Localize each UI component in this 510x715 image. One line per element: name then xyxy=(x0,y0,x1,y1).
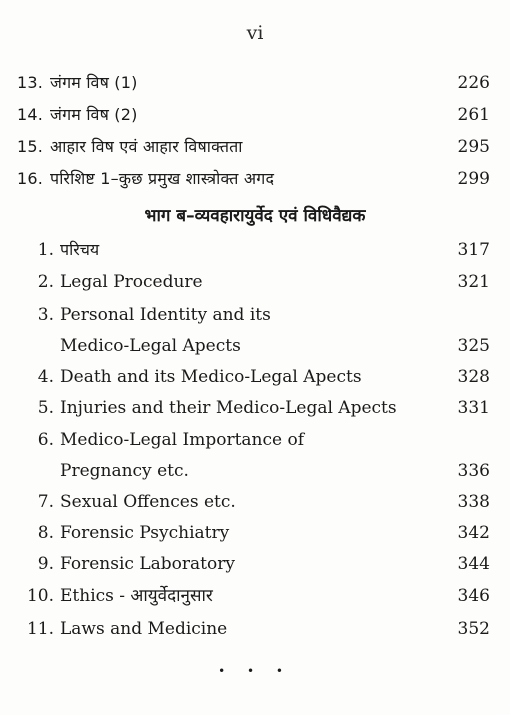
entry-page: 299 xyxy=(457,169,490,189)
toc-entry xyxy=(0,300,510,330)
toc-entry-continued xyxy=(0,331,510,361)
entry-title: Injuries and their Medico-Legal Apects xyxy=(60,398,397,418)
toc-entry xyxy=(0,100,510,130)
entry-page: 325 xyxy=(457,336,490,356)
entry-number: 16. xyxy=(16,169,43,188)
entry-title: Pregnancy etc. xyxy=(60,461,189,481)
toc-entry xyxy=(0,68,510,98)
entry-number: 15. xyxy=(16,137,43,156)
entry-number: 7. xyxy=(37,492,54,512)
entry-number: 1. xyxy=(37,240,54,260)
toc-entry xyxy=(0,614,510,644)
entry-title: Forensic Psychiatry xyxy=(60,523,230,543)
toc-entry xyxy=(0,518,510,548)
toc-entry xyxy=(0,235,510,265)
entry-title: Forensic Laboratory xyxy=(60,554,235,574)
entry-number: 13. xyxy=(16,73,43,92)
entry-title: Death and its Medico-Legal Apects xyxy=(60,367,362,387)
toc-entry xyxy=(0,487,510,517)
entry-number: 2. xyxy=(37,272,54,292)
end-ornament: • • • xyxy=(218,664,292,678)
toc-entry xyxy=(0,549,510,579)
page-number: vi xyxy=(246,22,264,44)
entry-number: 11. xyxy=(26,619,54,639)
toc-entry xyxy=(0,425,510,455)
entry-page: 336 xyxy=(457,461,490,481)
entry-page: 226 xyxy=(457,73,490,93)
entry-page: 344 xyxy=(457,554,490,574)
toc-entry xyxy=(0,164,510,194)
entry-page: 352 xyxy=(457,619,490,639)
entry-title: Sexual Offences etc. xyxy=(60,492,236,512)
entry-title: आहार विष एवं आहार विषाक्तता xyxy=(50,137,243,156)
entry-number: 14. xyxy=(16,105,43,124)
toc-entry-continued xyxy=(0,456,510,486)
entry-page: 342 xyxy=(457,523,490,543)
entry-page: 317 xyxy=(457,240,490,260)
entry-title: Laws and Medicine xyxy=(60,619,228,639)
entry-page: 321 xyxy=(457,272,490,292)
entry-number: 8. xyxy=(37,523,54,543)
entry-title: जंगम विष (2) xyxy=(50,105,138,124)
entry-page: 346 xyxy=(457,586,490,606)
entry-number: 5. xyxy=(37,398,54,418)
entry-title: Medico-Legal Importance of xyxy=(60,430,305,450)
toc-entry xyxy=(0,267,510,297)
entry-title: जंगम विष (1) xyxy=(50,73,138,92)
entry-title: Personal Identity and its xyxy=(60,305,271,325)
entry-number: 3. xyxy=(37,305,54,325)
toc-entry xyxy=(0,362,510,392)
entry-number: 4. xyxy=(37,367,54,387)
entry-page: 295 xyxy=(457,137,490,157)
toc-entry xyxy=(0,393,510,423)
entry-title: परिचय xyxy=(60,240,100,259)
entry-title: परिशिष्ट 1–कुछ प्रमुख शास्त्रोक्त अगद xyxy=(50,169,275,188)
entry-number: 6. xyxy=(37,430,54,450)
entry-number: 9. xyxy=(37,554,54,574)
entry-title: Ethics - आयुर्वेदानुसार xyxy=(60,586,213,606)
entry-title: Medico-Legal Apects xyxy=(60,336,241,356)
entry-page: 328 xyxy=(457,367,490,387)
entry-number: 10. xyxy=(26,586,54,606)
entry-page: 331 xyxy=(457,398,490,418)
entry-page: 261 xyxy=(457,105,490,125)
entry-title: Legal Procedure xyxy=(60,272,203,292)
toc-entry xyxy=(0,132,510,162)
part-heading: भाग ब–व्यवहारायुर्वेद एवं विधिवैद्यक xyxy=(144,206,366,226)
toc-entry xyxy=(0,581,510,611)
entry-page: 338 xyxy=(457,492,490,512)
